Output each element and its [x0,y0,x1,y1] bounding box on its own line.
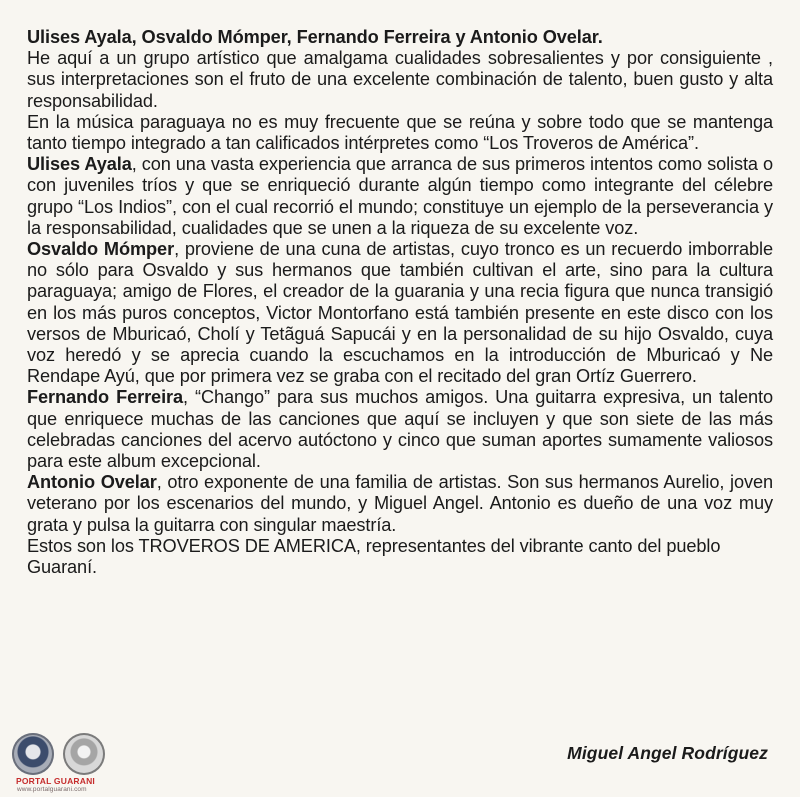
watermark-url: www.portalguarani.com [17,786,87,793]
antonio-name: Antonio Ovelar [27,472,157,493]
antonio-text: , otro exponente de una familia de artistas. Son sus hermanos Aurelio, joven veterano por los escenarios del mundo, y Miguel Angel. Antonio es dueño de una voz muy grata y pulsa la guitarra con singular maestría. [27,472,773,535]
fernando-paragraph [27,387,773,472]
fernando-text: , “Chango” para sus muchos amigos. Una guitarra expresiva, un talento que enriquece muchas de las canciones que aquí se incluyen y que son siete de las más celebradas canciones del acervo autóctono y cinco que suman aportes sumamente valiosos para este album excepcional. [27,387,773,472]
portal-guarani-logo [12,733,108,791]
signature: Miguel Angel Rodríguez [567,743,768,763]
intro-paragraph-1: He aquí a un grupo artístico que amalgama cualidades sobresalientes y por consiguiente , sus interpretaciones son el fruto de una excelente combinación de talento, buen gusto y alta responsabilidad. [27,48,773,111]
osvaldo-paragraph [27,239,773,387]
antonio-paragraph [27,472,773,536]
ulises-name: Ulises Ayala [27,154,132,175]
closing-paragraph: Estos son los TROVEROS DE AMERICA, representantes del vibrante canto del pueblo Guaraní. [27,535,721,578]
seal-icon [12,733,54,775]
ulises-text: , con una vasta experiencia que arranca de sus primeros intentos como solista o con juveniles tríos y que se enriqueció durante algún tiempo como integrante del célebre grupo “Los Indios”, con el cual recorrió el mundo; constituye un ejemplo de la perseverancia y la responsabilidad, cualidades que se unen a la riqueza de su excelente voz. [27,154,773,238]
osvaldo-name: Osvaldo Mómper [27,239,175,260]
osvaldo-text: , proviene de una cuna de artistas, cuyo tronco es un recuerdo imborrable no sólo para Osvaldo y sus hermanos que también cultivan el arte, sino para la cultura paraguaya; amigo de Flores, el creador de la guarania y una recia figura que nunca transigió en los más puros conceptos, Victor Montorfano está también presente en este disco con los versos de Mburicaó, Cholí y Tetãguá Sapucái y en la personalidad de su hijo Osvaldo, cuya voz heredó y se aprecia cuando la escuchamos en la introducción de Mburicaó y Ne Rendape Ayú, que por primera vez se graba con el recitado del gran Ortíz Guerrero. [27,239,774,387]
intro-paragraph-2: En la música paraguaya no es muy frecuente que se reúna y sobre todo que se mantenga tanto tiempo integrado a tan calificados intérpretes como “Los Troveros de América”. [27,111,773,154]
document-title: Ulises Ayala, Osvaldo Mómper, Fernando Ferreira y Antonio Ovelar. [27,27,603,47]
fernando-name: Fernando Ferreira [27,387,184,408]
ulises-paragraph [27,154,773,239]
seal-icon [63,733,105,775]
watermark-brand: PORTAL GUARANI [16,776,95,786]
document-body [27,27,773,578]
